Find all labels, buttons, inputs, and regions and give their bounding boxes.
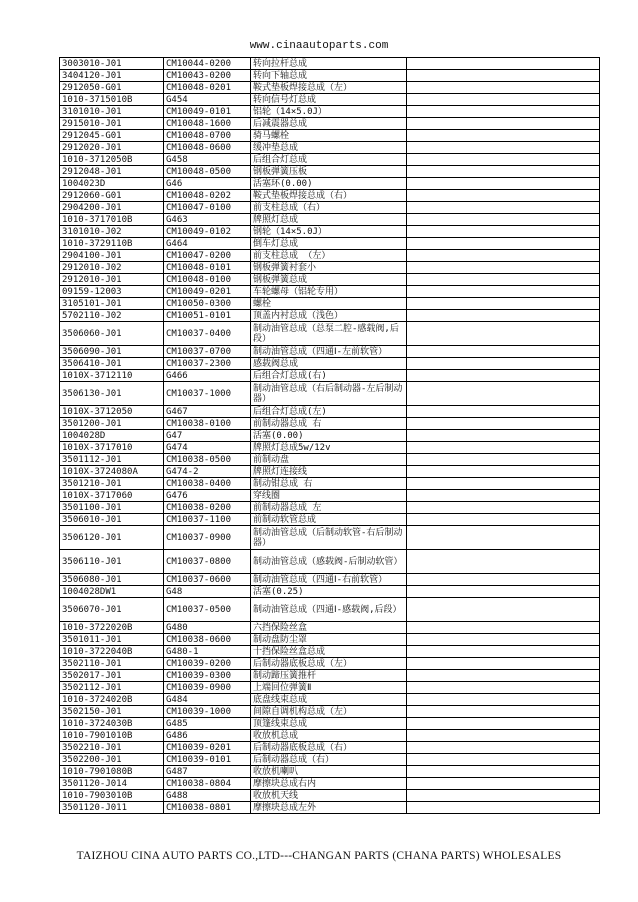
code-cell: G48 bbox=[164, 586, 251, 598]
description-cell: 顶篷线束总成 bbox=[251, 718, 407, 730]
code-cell: CM10048-0201 bbox=[164, 82, 251, 94]
table-row bbox=[60, 94, 600, 106]
description-cell: 前支柱总成（右） bbox=[251, 202, 407, 214]
code-cell: CM10039-0200 bbox=[164, 658, 251, 670]
description-cell: 上端回位弹簧Ⅱ bbox=[251, 682, 407, 694]
table-row bbox=[60, 310, 600, 322]
description-cell: 车轮螺母（铝轮专用） bbox=[251, 286, 407, 298]
part-number-cell: 1010X-3717010 bbox=[60, 442, 164, 454]
part-number-cell: 3506080-J01 bbox=[60, 574, 164, 586]
part-number-cell: 3502150-J01 bbox=[60, 706, 164, 718]
part-number-cell: 2915010-J01 bbox=[60, 118, 164, 130]
blank-cell bbox=[407, 178, 600, 190]
description-cell: 感载阀总成 bbox=[251, 358, 407, 370]
part-number-cell: 1010-3724020B bbox=[60, 694, 164, 706]
part-number-cell: 2904100-J01 bbox=[60, 250, 164, 262]
table-row bbox=[60, 82, 600, 94]
blank-cell bbox=[407, 94, 600, 106]
description-cell: 缓冲垫总成 bbox=[251, 142, 407, 154]
table-row bbox=[60, 382, 600, 406]
table-row bbox=[60, 238, 600, 250]
description-cell: 制动油管总成（后制动软管-右后制动器） bbox=[251, 526, 407, 550]
part-number-cell: 2912050-G01 bbox=[60, 82, 164, 94]
part-number-cell: 1010X-3717060 bbox=[60, 490, 164, 502]
table-row bbox=[60, 322, 600, 346]
code-cell: G486 bbox=[164, 730, 251, 742]
description-cell: 转向信号灯总成 bbox=[251, 94, 407, 106]
blank-cell bbox=[407, 154, 600, 166]
part-number-cell: 1004028DW1 bbox=[60, 586, 164, 598]
blank-cell bbox=[407, 190, 600, 202]
blank-cell bbox=[407, 406, 600, 418]
code-cell: CM10048-0100 bbox=[164, 274, 251, 286]
description-cell: 鞍式垫板焊接总成（左） bbox=[251, 82, 407, 94]
code-cell: G480 bbox=[164, 622, 251, 634]
part-number-cell: 3502210-J01 bbox=[60, 742, 164, 754]
code-cell: CM10048-0700 bbox=[164, 130, 251, 142]
blank-cell bbox=[407, 130, 600, 142]
description-cell: 牌照灯连接线 bbox=[251, 466, 407, 478]
code-cell: CM10038-0400 bbox=[164, 478, 251, 490]
part-number-cell: 1010-3712050B bbox=[60, 154, 164, 166]
table-row bbox=[60, 178, 600, 190]
description-cell: 后制动器底板总成（左） bbox=[251, 658, 407, 670]
blank-cell bbox=[407, 742, 600, 754]
table-row bbox=[60, 190, 600, 202]
part-number-cell: 3506410-J01 bbox=[60, 358, 164, 370]
blank-cell bbox=[407, 766, 600, 778]
blank-cell bbox=[407, 358, 600, 370]
code-cell: G476 bbox=[164, 490, 251, 502]
description-cell: 后制动器底板总成（右） bbox=[251, 742, 407, 754]
part-number-cell: 1010-7901010B bbox=[60, 730, 164, 742]
blank-cell bbox=[407, 730, 600, 742]
description-cell: 制动油管总成（四通Ⅰ-左前软管） bbox=[251, 346, 407, 358]
table-row bbox=[60, 574, 600, 586]
part-number-cell: 3502112-J01 bbox=[60, 682, 164, 694]
blank-cell bbox=[407, 142, 600, 154]
description-cell: 钢板弹簧压板 bbox=[251, 166, 407, 178]
part-number-cell: 1010-7903010B bbox=[60, 790, 164, 802]
parts-table bbox=[59, 57, 600, 814]
code-cell: CM10049-0201 bbox=[164, 286, 251, 298]
part-number-cell: 09159-12003 bbox=[60, 286, 164, 298]
table-row bbox=[60, 778, 600, 790]
code-cell: CM10048-0101 bbox=[164, 262, 251, 274]
blank-cell bbox=[407, 802, 600, 814]
description-cell: 摩擦块总成左外 bbox=[251, 802, 407, 814]
description-cell: 倒车灯总成 bbox=[251, 238, 407, 250]
description-cell: 后组合灯总成(左) bbox=[251, 406, 407, 418]
code-cell: G487 bbox=[164, 766, 251, 778]
blank-cell bbox=[407, 658, 600, 670]
description-cell: 顶盖内衬总成（浅色） bbox=[251, 310, 407, 322]
code-cell: CM10048-0500 bbox=[164, 166, 251, 178]
table-row bbox=[60, 442, 600, 454]
table-row bbox=[60, 730, 600, 742]
table-row bbox=[60, 214, 600, 226]
description-cell: 转向拉杆总成 bbox=[251, 58, 407, 70]
blank-cell bbox=[407, 106, 600, 118]
description-cell: 后制动器总成（右） bbox=[251, 754, 407, 766]
table-row bbox=[60, 274, 600, 286]
code-cell: CM10039-0300 bbox=[164, 670, 251, 682]
blank-cell bbox=[407, 694, 600, 706]
description-cell: 铝轮（14×5.0J） bbox=[251, 106, 407, 118]
part-number-cell: 2912020-J01 bbox=[60, 142, 164, 154]
blank-cell bbox=[407, 274, 600, 286]
code-cell: G488 bbox=[164, 790, 251, 802]
part-number-cell: 3502017-J01 bbox=[60, 670, 164, 682]
code-cell: CM10047-0100 bbox=[164, 202, 251, 214]
table-row bbox=[60, 106, 600, 118]
blank-cell bbox=[407, 790, 600, 802]
code-cell: CM10039-0101 bbox=[164, 754, 251, 766]
code-cell: CM10037-0500 bbox=[164, 598, 251, 622]
part-number-cell: 5702110-J02 bbox=[60, 310, 164, 322]
table-row bbox=[60, 430, 600, 442]
description-cell: 活塞(0.25) bbox=[251, 586, 407, 598]
code-cell: G47 bbox=[164, 430, 251, 442]
table-row bbox=[60, 70, 600, 82]
blank-cell bbox=[407, 418, 600, 430]
code-cell: G454 bbox=[164, 94, 251, 106]
table-row bbox=[60, 766, 600, 778]
description-cell: 前制动器总成 左 bbox=[251, 502, 407, 514]
description-cell: 钢板弹簧衬套小 bbox=[251, 262, 407, 274]
description-cell: 后组合灯总成 bbox=[251, 154, 407, 166]
description-cell: 摩擦块总成右内 bbox=[251, 778, 407, 790]
description-cell: 十挡保险丝盒总成 bbox=[251, 646, 407, 658]
blank-cell bbox=[407, 550, 600, 574]
blank-cell bbox=[407, 58, 600, 70]
code-cell: CM10047-0200 bbox=[164, 250, 251, 262]
blank-cell bbox=[407, 778, 600, 790]
description-cell: 收放机天线 bbox=[251, 790, 407, 802]
table-row bbox=[60, 526, 600, 550]
table-row bbox=[60, 58, 600, 70]
code-cell: CM10037-0900 bbox=[164, 526, 251, 550]
table-row bbox=[60, 622, 600, 634]
part-number-cell: 2912048-J01 bbox=[60, 166, 164, 178]
description-cell: 后减震器总成 bbox=[251, 118, 407, 130]
blank-cell bbox=[407, 286, 600, 298]
table-row bbox=[60, 670, 600, 682]
part-number-cell: 2912060-G01 bbox=[60, 190, 164, 202]
table-row bbox=[60, 406, 600, 418]
code-cell: G463 bbox=[164, 214, 251, 226]
part-number-cell: 3501100-J01 bbox=[60, 502, 164, 514]
code-cell: CM10038-0804 bbox=[164, 778, 251, 790]
table-row bbox=[60, 286, 600, 298]
description-cell: 前制动器总成 右 bbox=[251, 418, 407, 430]
code-cell: CM10038-0801 bbox=[164, 802, 251, 814]
blank-cell bbox=[407, 238, 600, 250]
code-cell: CM10038-0500 bbox=[164, 454, 251, 466]
blank-cell bbox=[407, 382, 600, 406]
part-number-cell: 3003010-J01 bbox=[60, 58, 164, 70]
part-number-cell: 3101010-J02 bbox=[60, 226, 164, 238]
part-number-cell: 3501200-J01 bbox=[60, 418, 164, 430]
code-cell: G480-1 bbox=[164, 646, 251, 658]
blank-cell bbox=[407, 682, 600, 694]
part-number-cell: 1010-3722020B bbox=[60, 622, 164, 634]
table-row bbox=[60, 754, 600, 766]
part-number-cell: 2912010-J02 bbox=[60, 262, 164, 274]
part-number-cell: 1010X-3712050 bbox=[60, 406, 164, 418]
code-cell: CM10037-1000 bbox=[164, 382, 251, 406]
blank-cell bbox=[407, 70, 600, 82]
description-cell: 六挡保险丝盒 bbox=[251, 622, 407, 634]
table-row bbox=[60, 358, 600, 370]
blank-cell bbox=[407, 646, 600, 658]
code-cell: G474-2 bbox=[164, 466, 251, 478]
description-cell: 牌照灯总成5w/12v bbox=[251, 442, 407, 454]
code-cell: CM10037-0800 bbox=[164, 550, 251, 574]
table-row bbox=[60, 658, 600, 670]
part-number-cell: 3506130-J01 bbox=[60, 382, 164, 406]
table-row bbox=[60, 226, 600, 238]
part-number-cell: 3501112-J01 bbox=[60, 454, 164, 466]
description-cell: 后组合灯总成(右) bbox=[251, 370, 407, 382]
blank-cell bbox=[407, 478, 600, 490]
part-number-cell: 3101010-J01 bbox=[60, 106, 164, 118]
table-row bbox=[60, 790, 600, 802]
table-row bbox=[60, 598, 600, 622]
code-cell: CM10037-0700 bbox=[164, 346, 251, 358]
description-cell: 钢板弹簧总成 bbox=[251, 274, 407, 286]
code-cell: CM10043-0200 bbox=[164, 70, 251, 82]
description-cell: 牌照灯总成 bbox=[251, 214, 407, 226]
table-row bbox=[60, 130, 600, 142]
description-cell: 制动盘防尘罩 bbox=[251, 634, 407, 646]
blank-cell bbox=[407, 526, 600, 550]
part-number-cell: 3501210-J01 bbox=[60, 478, 164, 490]
part-number-cell: 1010-7901080B bbox=[60, 766, 164, 778]
table-row bbox=[60, 706, 600, 718]
table-row bbox=[60, 166, 600, 178]
code-cell: CM10039-0201 bbox=[164, 742, 251, 754]
blank-cell bbox=[407, 466, 600, 478]
part-number-cell: 1010-3722040B bbox=[60, 646, 164, 658]
part-number-cell: 3506070-J01 bbox=[60, 598, 164, 622]
table-row bbox=[60, 490, 600, 502]
description-cell: 钢轮（14×5.0J） bbox=[251, 226, 407, 238]
table-row bbox=[60, 346, 600, 358]
part-number-cell: 3404120-J01 bbox=[60, 70, 164, 82]
description-cell: 制动油管总成（总泵二腔-感载阀,后段） bbox=[251, 322, 407, 346]
table-row bbox=[60, 634, 600, 646]
code-cell: CM10044-0200 bbox=[164, 58, 251, 70]
part-number-cell: 1004023D bbox=[60, 178, 164, 190]
part-number-cell: 3506060-J01 bbox=[60, 322, 164, 346]
blank-cell bbox=[407, 598, 600, 622]
blank-cell bbox=[407, 322, 600, 346]
description-cell: 制动油管总成（四通Ⅰ-感载阀,后段） bbox=[251, 598, 407, 622]
code-cell: CM10039-1000 bbox=[164, 706, 251, 718]
table-row bbox=[60, 202, 600, 214]
description-cell: 前制动软管总成 bbox=[251, 514, 407, 526]
table-row bbox=[60, 742, 600, 754]
code-cell: CM10049-0102 bbox=[164, 226, 251, 238]
blank-cell bbox=[407, 298, 600, 310]
blank-cell bbox=[407, 490, 600, 502]
blank-cell bbox=[407, 214, 600, 226]
part-number-cell: 3502200-J01 bbox=[60, 754, 164, 766]
blank-cell bbox=[407, 670, 600, 682]
table-row bbox=[60, 154, 600, 166]
table-row bbox=[60, 514, 600, 526]
table-row bbox=[60, 370, 600, 382]
code-cell: CM10050-0300 bbox=[164, 298, 251, 310]
part-number-cell: 2904200-J01 bbox=[60, 202, 164, 214]
code-cell: G466 bbox=[164, 370, 251, 382]
code-cell: G485 bbox=[164, 718, 251, 730]
blank-cell bbox=[407, 586, 600, 598]
table-row bbox=[60, 718, 600, 730]
code-cell: CM10038-0600 bbox=[164, 634, 251, 646]
part-number-cell: 2912010-J01 bbox=[60, 274, 164, 286]
blank-cell bbox=[407, 514, 600, 526]
description-cell: 收放机总成 bbox=[251, 730, 407, 742]
code-cell: CM10038-0100 bbox=[164, 418, 251, 430]
code-cell: G484 bbox=[164, 694, 251, 706]
blank-cell bbox=[407, 754, 600, 766]
part-number-cell: 3506010-J01 bbox=[60, 514, 164, 526]
part-number-cell: 1010-3729110B bbox=[60, 238, 164, 250]
blank-cell bbox=[407, 622, 600, 634]
part-number-cell: 3506110-J01 bbox=[60, 550, 164, 574]
table-row bbox=[60, 466, 600, 478]
table-row bbox=[60, 682, 600, 694]
part-number-cell: 3105101-J01 bbox=[60, 298, 164, 310]
description-cell: 收放机喇叭 bbox=[251, 766, 407, 778]
code-cell: CM10037-0400 bbox=[164, 322, 251, 346]
code-cell: CM10051-0101 bbox=[164, 310, 251, 322]
description-cell: 前制动盘 bbox=[251, 454, 407, 466]
footer-company: TAIZHOU CINA AUTO PARTS CO.,LTD---CHANGAN PARTS (CHANA PARTS) WHOLESALES bbox=[76, 850, 562, 862]
description-cell: 穿线圈 bbox=[251, 490, 407, 502]
code-cell: CM10037-0600 bbox=[164, 574, 251, 586]
table-row bbox=[60, 262, 600, 274]
description-cell: 前支柱总成 （左） bbox=[251, 250, 407, 262]
part-number-cell: 2912045-G01 bbox=[60, 130, 164, 142]
part-number-cell: 3506120-J01 bbox=[60, 526, 164, 550]
table-row bbox=[60, 550, 600, 574]
blank-cell bbox=[407, 166, 600, 178]
blank-cell bbox=[407, 502, 600, 514]
table-row bbox=[60, 454, 600, 466]
table-row bbox=[60, 586, 600, 598]
blank-cell bbox=[407, 454, 600, 466]
part-number-cell: 3501120-J011 bbox=[60, 802, 164, 814]
blank-cell bbox=[407, 574, 600, 586]
table-row bbox=[60, 802, 600, 814]
description-cell: 螺栓 bbox=[251, 298, 407, 310]
part-number-cell: 3502110-J01 bbox=[60, 658, 164, 670]
part-number-cell: 3501120-J014 bbox=[60, 778, 164, 790]
code-cell: G464 bbox=[164, 238, 251, 250]
table-row bbox=[60, 250, 600, 262]
code-cell: CM10048-0202 bbox=[164, 190, 251, 202]
blank-cell bbox=[407, 226, 600, 238]
description-cell: 间隙自调机构总成（左） bbox=[251, 706, 407, 718]
description-cell: 骑马螺栓 bbox=[251, 130, 407, 142]
table-row bbox=[60, 694, 600, 706]
blank-cell bbox=[407, 82, 600, 94]
table-row bbox=[60, 118, 600, 130]
blank-cell bbox=[407, 706, 600, 718]
blank-cell bbox=[407, 262, 600, 274]
code-cell: CM10037-2300 bbox=[164, 358, 251, 370]
code-cell: G458 bbox=[164, 154, 251, 166]
header-url: www.cinaautoparts.com bbox=[249, 40, 389, 52]
blank-cell bbox=[407, 118, 600, 130]
description-cell: 制动钳总成 右 bbox=[251, 478, 407, 490]
description-cell: 底盘线束总成 bbox=[251, 694, 407, 706]
blank-cell bbox=[407, 202, 600, 214]
description-cell: 制动蹄压簧推杆 bbox=[251, 670, 407, 682]
part-number-cell: 1010-3717010B bbox=[60, 214, 164, 226]
blank-cell bbox=[407, 310, 600, 322]
blank-cell bbox=[407, 442, 600, 454]
part-number-cell: 3506090-J01 bbox=[60, 346, 164, 358]
part-number-cell: 1010-3715010B bbox=[60, 94, 164, 106]
description-cell: 制动油管总成（四通Ⅰ-右前软管） bbox=[251, 574, 407, 586]
code-cell: CM10037-1100 bbox=[164, 514, 251, 526]
part-number-cell: 1004028D bbox=[60, 430, 164, 442]
code-cell: G46 bbox=[164, 178, 251, 190]
description-cell: 转向下轴总成 bbox=[251, 70, 407, 82]
code-cell: CM10049-0101 bbox=[164, 106, 251, 118]
description-cell: 制动油管总成（感载阀-后制动软管） bbox=[251, 550, 407, 574]
blank-cell bbox=[407, 370, 600, 382]
part-number-cell: 1010X-3712110 bbox=[60, 370, 164, 382]
part-number-cell: 1010X-3724080A bbox=[60, 466, 164, 478]
blank-cell bbox=[407, 718, 600, 730]
table-row bbox=[60, 418, 600, 430]
description-cell: 活塞环(0.00) bbox=[251, 178, 407, 190]
part-number-cell: 3501011-J01 bbox=[60, 634, 164, 646]
description-cell: 制动油管总成（右后制动器-左后制动器） bbox=[251, 382, 407, 406]
code-cell: CM10039-0900 bbox=[164, 682, 251, 694]
description-cell: 鞍式垫板焊接总成（右） bbox=[251, 190, 407, 202]
table-row bbox=[60, 142, 600, 154]
code-cell: CM10038-0200 bbox=[164, 502, 251, 514]
table-row bbox=[60, 298, 600, 310]
code-cell: CM10048-1600 bbox=[164, 118, 251, 130]
code-cell: G474 bbox=[164, 442, 251, 454]
blank-cell bbox=[407, 346, 600, 358]
blank-cell bbox=[407, 634, 600, 646]
table-row bbox=[60, 646, 600, 658]
table-row bbox=[60, 502, 600, 514]
description-cell: 活塞(0.00) bbox=[251, 430, 407, 442]
table-row bbox=[60, 478, 600, 490]
part-number-cell: 1010-3724030B bbox=[60, 718, 164, 730]
blank-cell bbox=[407, 430, 600, 442]
code-cell: CM10048-0600 bbox=[164, 142, 251, 154]
blank-cell bbox=[407, 250, 600, 262]
code-cell: G467 bbox=[164, 406, 251, 418]
